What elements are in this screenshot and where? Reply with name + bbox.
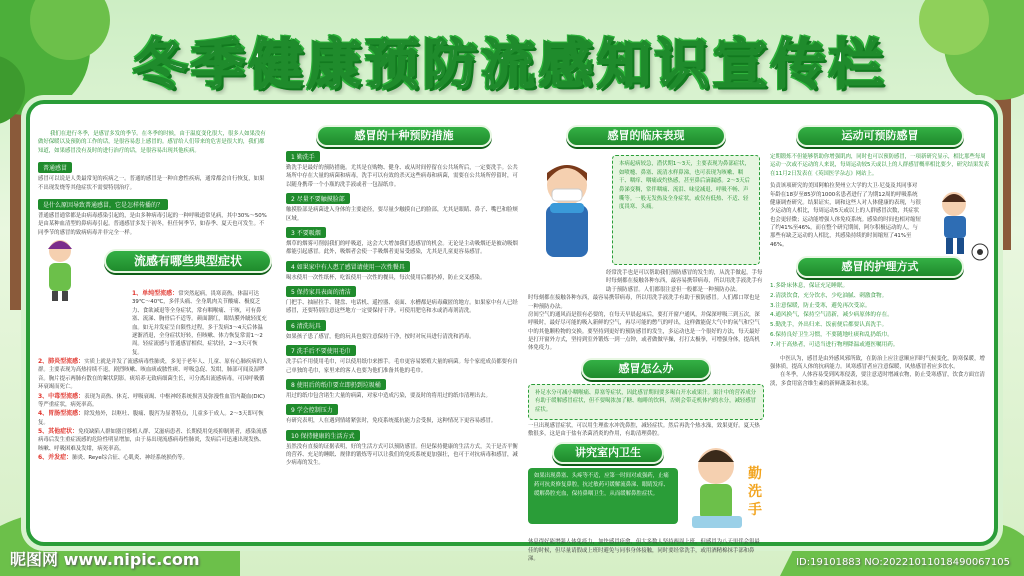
measure-5-text: 门把手、抽屉拉手、键盘、电话机、遥控器、桌面、水槽都是病毒藏匿的地方。如果家中有人已经感冒，还要特别注意这些地方一定要保持干净。可使用肥皂和水或消毒剂清洗。 (286, 300, 518, 315)
common-cold-text: 感冒可以说是人类最常见的疾病之一。普通的感冒是一种自愈性疾病，通常都会自行恢复，如果不出现发烧等其他症状不需要特别治疗。 (38, 176, 265, 191)
svg-text:勤: 勤 (748, 466, 762, 483)
measure-6-tag: 6 清洗玩具 (286, 320, 326, 331)
symptom-5-text: 免疫缺陷人群如器官移植人群、艾滋病患者、长期使用免疫抑制剂者，感染流感病毒后发生重症流感的危险性明显增加，由于易出现流感病毒性肺炎，发病后可迅速出现发热、咳嗽、呼吸困难及发绀，病死率高。 (38, 429, 267, 452)
clinical-box (612, 155, 760, 265)
symptom-2-text: 实质上就是并发了流感病毒性肺炎，多见于老年人、儿童、原有心肺疾病的人群。主要表现为高热持续不退，剧烈咳嗽、咳血痰或脓性痰、呼吸急促、发绀，肺部可闻及湿啰音。胸片提示两肺有散在的絮状阴影。痰培养无致病细菌生长，可分离出流感病毒。可因呼吸循环衰竭而死亡。 (38, 359, 268, 391)
exercise-text-2: 负责该项研究的美国阿帕拉契州立大学的大卫·尼曼及其同事对年龄在18岁至85岁的1000名患者进行了为期12周的呼吸系统健康调查研究。结果证实，调和这些人对人体健康的表现，与很少运动的人相比，每周运动5天或以上的人群感冒次数，其症状也会更轻微；运动能增强人体免疫系统。感染的时间也相对缩短了约41%至46%，而在整个研究期间，阿尔积极运动的人，与那些有缺乏运动的人相比，其感染持续的时间缩短了41%至46%。 (770, 183, 921, 248)
column-intro (38, 104, 268, 542)
svg-text:洗: 洗 (748, 484, 762, 501)
clinical-text-3: 时每刻都在接触各种东西，最容易携带病毒，所以用洗手液洗手有助于预防感冒。人们都口罩也是一种预防办法。 (528, 295, 760, 310)
page-title: 冬季健康预防流感知识宣传栏 (133, 33, 887, 96)
measure-9-tag: 9 学会控制压力 (286, 404, 338, 415)
measure-3-text: 烟草的烟雾可削弱我们的呼吸道，这会大大增加我们患感冒的机会。无论是主动吸烟还是被动吸烟都能引起感冒。此外，吸烟者会使一手吸烟者更易受感染，尤其是儿童更容易感冒。 (286, 240, 518, 256)
handwashing-child-illustration (686, 438, 764, 534)
exercise-title: 运动可预防感冒 (796, 125, 964, 147)
column-clinical (528, 104, 764, 563)
measure-7-text: 洗手后不用使用毛巾，可以使用纸巾来擦手。毛巾更容易繁殖大量的病菌。每个家庭成员都要有自己单独的毛巾，家里来的客人也要为他们准备其他的毛巾。 (286, 359, 518, 374)
hygiene-box (528, 468, 678, 524)
masked-man-illustration (532, 155, 602, 265)
symptoms-title: 流感有哪些典型症状 (104, 249, 272, 273)
hygiene-text-1: 如果出现鼻塞、头疼等不适，应第一时间对或强药，止痛药可抗炎修复鼻腔，抗过敏药可缓解流鼻涕、眼睛发痒、缓解鼻腔充血，保持鼻咽卫生，从而缓解鼻腔症状。 (534, 473, 669, 497)
measure-2-tag: 2 尽量不要触摸脸部 (286, 193, 350, 204)
symptom-1-title: 1、单纯型流感： (132, 290, 179, 297)
care-item-3: 3.注意保暖，防止受寒，避免再次受凉。 (770, 302, 871, 309)
svg-text:手: 手 (748, 502, 762, 519)
measure-4-text: 喝水使用一次性纸杯，吃饭使用一次性的餐具，每次使用后都扔掉，防止交叉感染。 (286, 274, 486, 281)
exercise-text-1: 定期锻炼不但能够帮助你增强肌肉，同时也可以预防感冒，一项新研究显示，相比那些每周运动一次或不运动的人来说，每周运动较5天或以上的人群感冒概率相比要少，研究结果发表在11月2日发表在《英国医学杂志》网站上。 (770, 154, 990, 177)
watermark-left: 昵图网 www.nipic.com (10, 550, 200, 569)
girl-illustration (40, 237, 80, 303)
measure-8-text: 用过的纸巾包含诸生大量的病菌，对家中造成污染，要及时的将用过的纸巾清理出去。 (286, 392, 491, 399)
care-item-5: 5.勤洗手，外出归来、饭前便后都要认真洗手。 (770, 322, 888, 329)
measure-5-tag: 5 保持家具表面的清洁 (286, 286, 356, 297)
column-prevention (286, 104, 522, 542)
clinical-text-4: 房间空气的通风而是很有必要的，在每天早晨起床后，要打开窗户通风，并保深呼吸三到五次，深呼吸时，最好尽可能的吸入新鲜的空气，再尽可能的憋气的呼出，这样做能促大气中的氧气和空气中的其他颗粒物的交换。要坚持到更好的预防感冒的发生，多运动也是一个很好的方法，每天最好是打开窗外方式，坚持到室外锻炼一到一点钟，或者做做早操，打打太极拳，可增强身体，提高机体免疫力。 (528, 311, 760, 352)
tag-cause: 是什么原因导致普通感冒，它是怎样传播的？ (38, 199, 168, 210)
watermark-right: ID:19101883 NO:20221011018490067105 (796, 557, 1010, 568)
measure-1-tag: 1 勤洗手 (286, 151, 320, 162)
clinical-text-1: 本病起病较急，潜伏期1～3天，主要表现为鼻部症状，如喷嚏、鼻塞、流清水样鼻涕，也可表现为咳嗽、咽干、咽痒、咽痛或灼热感，甚至鼻后滴漏感。2～3天后鼻涕变稠，常伴咽痛、流泪、味觉减退、呼吸不畅、声嘶等。一般无发热及全身症状，或仅有低热、不适、轻度畏寒、头痛。 (619, 161, 750, 211)
what-to-do-text-2: 一旦出现感冒症状，可以用生理盐水冲洗鼻腔，减轻症状。然后再洗个热水澡，效果更好。夏天热敷很多，这是由于盐有杀菌消炎的作用，有助清理鼻腔。 (528, 422, 760, 438)
hygiene-text-2: 休息得好能增强人体免疫力，加快感冒痊愈，但大多数人坚持两周上班，但感冒为八天里伴会很最佳的时候，但尽量请假或上班时避免与同事身体接触，同时要经常洗手，或用酒精棉抹手部和鼻涕。 (528, 539, 760, 563)
symptom-6-title: 6、并发症： (38, 454, 73, 462)
cause-text: 普通感冒通常都是由病毒感染引起的，是由多种病毒引起的一种呼吸道常见病，其中30%～50%是由某种血清型的鼻病毒引起。普通感冒多发于初冬，但任何季节，如春季、夏天也可发生。不同季节的感冒的致病病毒并非完全一样。 (38, 212, 267, 236)
symptom-3-title: 3、中毒型流感： (38, 392, 85, 400)
care-item-1: 1.多卧床休息，保证充足睡眠。 (770, 283, 849, 290)
tag-common-cold: 普通感冒 (38, 162, 72, 173)
measure-10-tag: 10 保持健康的生活方式 (286, 430, 360, 441)
care-extra-text: 中医认为，感冒是由外感风邪所致，在防治上应注意顺应四时气候变化，防寒保暖，增强体质，提高人体的抗病能力。风寒感冒者应注意保暖，风热感冒者应多饮水。 (770, 355, 985, 370)
measure-1-text: 勤洗手是最好的预防措施。尤其是在购物、健身、或从时间停留在公共场所后，一定要洗手。公共场所中存在大量的病菌和病毒，洗手可以有效的杀灭这些病毒和病菌，需要在公共场所停留时，可以随身携带一个小瓶的洗手液或者一包湿纸巾。 (286, 165, 518, 188)
symptom-2-title: 2、肺炎型流感： (38, 358, 85, 365)
measure-7-tag: 7 洗手后不要使用毛巾 (286, 345, 356, 356)
hygiene-title: 讲究室内卫生 (552, 442, 664, 464)
symptom-6-text: 肺炎、Reye综合征、心肌炎、神经系统损伤等。 (72, 455, 188, 462)
care-item-6: 6.保持良好卫生习惯，不要随地吐痰和乱扔纸巾。 (770, 332, 893, 339)
measure-2-text: 触摸脸部是病菌进入身体的主要途径，要尽量少触摸自己的脸部，尤其是眼睛、鼻子、嘴巴和脸颊区域。 (286, 207, 518, 222)
care-item-7: 7.对于高热者，可适当进行物理降温或遵医嘱用药。 (770, 341, 899, 348)
symptom-3-text: 表现为高热、休克、呼吸衰竭、中枢神经系统损害及弥漫性血管内凝血(DIC)等严重症状，病死率高。 (38, 393, 266, 408)
intro-text: 我们在进行冬季，是感冒多发的季节。在冬季的时候，由于温度变化很大，很多人如果没有做好保暖以及预防的工作的话，是很容易患上感冒的。感冒给人们带来的危害是很大的，我们都知道，如果感冒没有及时的进行治疗的话，是很容易出现其他疾病。 (38, 131, 266, 154)
symptom-5-title: 5、其他症状： (38, 428, 79, 435)
clinical-title: 感冒的临床表现 (566, 125, 726, 147)
measure-8-tag: 8 使用后的纸巾要立即扔到垃圾桶 (286, 379, 386, 390)
what-to-do-text-1: 补足水分可减小咽喉痛、鼻塞等症状，因此感冒期间要多喝白开水或果汁。果汁中的营养成分有助于缓解感冒症状，但不要喝浓加了糖、咖啡的饮料，否则会带走机体内的水分，减轻感冒症状。 (535, 389, 757, 414)
measure-9-text: 有研究表明，人在遇到情绪紧张时，免疫系统抵抗能力会受损，这种情况下更容易感冒。 (286, 418, 497, 425)
care-item-2: 2.清淡饮食，充分饮水，少吃油腻、刺激食物。 (770, 292, 888, 299)
symptom-1-text: 常突然起病，畏寒高热，体温可达39℃～40℃，多伴头痛、全身肌肉关节酸痛、极度乏力、食欲减退等全身症状，常有咽喉痛、干咳，可有鼻塞、流涕、胸骨后不适等。颜面潮红，眼结膜外眦轻度充血。如无并发症呈自限性过程，多于发病3～4天后体温逐渐消退，全身症状好转，但咳嗽、体力恢复常需1～2周。轻症流感与普通感冒相似，症状轻，2～3天可恢复。 (132, 291, 267, 356)
symptom-4-text: 除发热外，以呕吐、腹痛、腹泻为显著特点，儿童多于成人。2～3天即可恢复。 (38, 411, 264, 426)
prevention-title: 感冒的十种预防措施 (316, 125, 492, 147)
care-title: 感冒的护理方式 (796, 256, 964, 278)
measure-4-tag: 4 如果家中有人患了感冒请使用一次性餐具 (286, 261, 410, 272)
clinical-text-2: 经常洗手也是可以帮助我们预防感冒的发生的，从洗手做起，手每时每刻都在接触各种东西，最容易携带病毒，所以用洗手液洗手有助于预防感冒。人们都很注意但一般都是一种预防办法。 (606, 270, 763, 293)
care-item-4: 4.通风换气，保持空气清新，减少病原体的存在。 (770, 312, 893, 319)
what-to-do-title: 感冒怎么办 (581, 358, 711, 380)
measure-6-text: 如果孩子患了感冒，他的玩具也要注意保持干净，按时对玩具进行清洗和消毒。 (286, 333, 475, 340)
soccer-boy-illustration (928, 188, 990, 268)
care-extra-text-2: 在冬季，人体容易受到风寒侵袭，要注意适时增减衣物，防止受寒感冒，饮食方面宜清淡，多食用富含维生素的新鲜蔬菜和水果。 (770, 372, 985, 387)
measure-3-tag: 3 不要吸烟 (286, 227, 326, 238)
column-exercise (770, 104, 990, 542)
measure-10-text: 虽然没有直接的证据表明，好的生活方式可以预防感冒。但是保持健康的生活方式，关于是否平衡的营养、充足的睡眠、规律的锻炼等可以让我们的免疫系统更加强壮，也可于对抗病毒和感冒，减少病毒的发生。 (286, 443, 518, 467)
symptom-4-title: 4、胃肠型流感： (38, 410, 85, 418)
what-to-do-box (528, 384, 764, 420)
